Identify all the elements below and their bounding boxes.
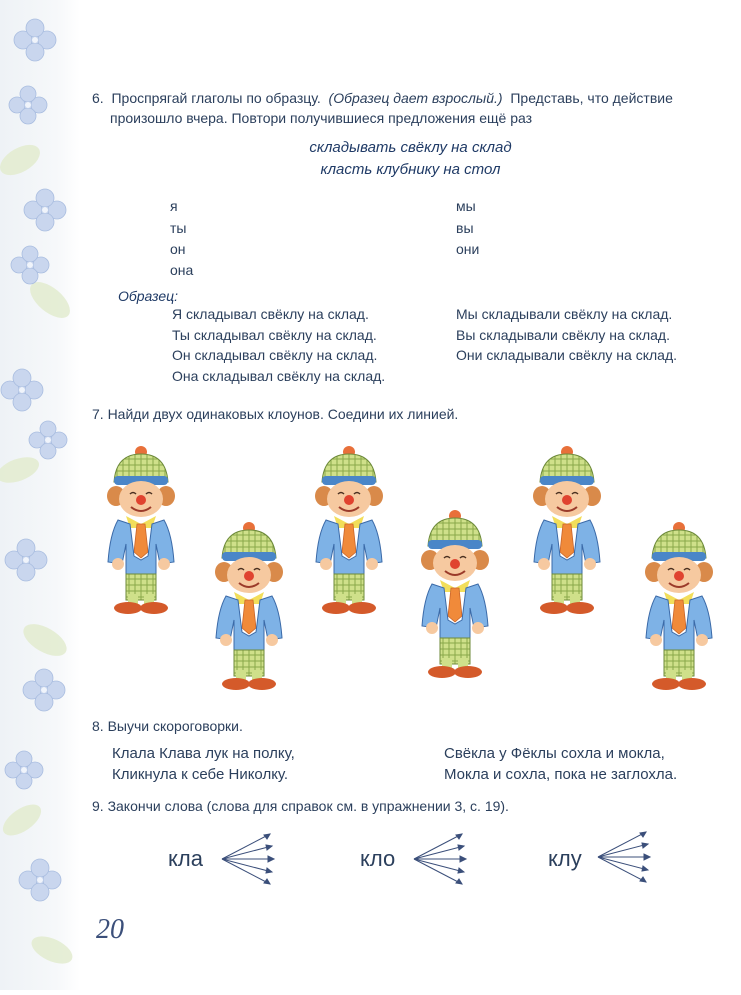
clown-2[interactable] <box>204 520 294 692</box>
sample-left-line: Я складывал свёклу на склад. <box>172 306 369 322</box>
pronoun-left: она <box>170 262 194 278</box>
pronoun-right: они <box>456 241 480 257</box>
sample-label: Образец: <box>118 288 179 304</box>
arrows-fan-icon <box>218 828 278 890</box>
exercise-6-text-part2: Представь, что действие <box>510 90 673 106</box>
page-number: 20 <box>96 914 124 945</box>
clown-1[interactable] <box>96 444 186 616</box>
exercise-6-instruction-line2: произошло вчера. Повтори получившиеся предложения ещё раз <box>110 110 533 126</box>
sample-left-line: Он складывал свёклу на склад. <box>172 347 378 363</box>
clown-4[interactable] <box>410 508 500 680</box>
exercise-6-italic-note: (Образец дает взрослый.) <box>328 90 503 106</box>
exercise-7-instruction: 7. Найди двух одинаковых клоунов. Соедини их линией. <box>92 406 459 422</box>
syllable-klo: кло <box>360 846 396 871</box>
arrows-fan-icon <box>594 826 654 888</box>
syllable-kla: кла <box>168 846 203 871</box>
pronoun-right: мы <box>456 198 476 214</box>
exercise-6-instruction <box>92 88 673 108</box>
pronoun-left: ты <box>170 220 187 236</box>
clown-5[interactable] <box>522 444 612 616</box>
sample-left-line: Ты складывал свёклу на склад. <box>172 327 377 343</box>
arrows-fan-icon <box>410 828 470 890</box>
clown-6[interactable] <box>634 520 724 692</box>
pronoun-left: я <box>170 198 178 214</box>
sample-left-line: Она складывал свёклу на склад. <box>172 368 386 384</box>
sample-right-line: Мы складывали свёклу на склад. <box>456 306 673 322</box>
clown-3[interactable] <box>304 444 394 616</box>
phrase-1: складывать свёклу на склад <box>309 139 512 156</box>
tongue-twister-right-line: Мокла и сохла, пока не заглохла. <box>444 766 678 783</box>
exercise-6-number: 6. <box>92 90 104 106</box>
exercise-9-instruction: 9. Закончи слова (слова для справок см. в упражнении 3, с. 19). <box>92 798 509 814</box>
tongue-twister-left-line: Кликнула к себе Николку. <box>112 766 289 783</box>
phrase-2: класть клубнику на стол <box>320 161 501 178</box>
exercise-8-instruction: 8. Выучи скороговорки. <box>92 718 243 734</box>
tongue-twister-right-line: Свёкла у Фёклы сохла и мокла, <box>444 745 665 762</box>
sample-right-line: Вы складывали свёклу на склад. <box>456 327 670 343</box>
pronoun-right: вы <box>456 220 474 236</box>
exercise-6-text-part1: Проспрягай глаголы по образцу. <box>111 90 321 106</box>
syllable-klu: клу <box>548 846 582 871</box>
sample-right-line: Они складывали свёклу на склад. <box>456 347 678 363</box>
tongue-twister-left-line: Клала Клава лук на полку, <box>112 745 295 762</box>
pronoun-left: он <box>170 241 186 257</box>
